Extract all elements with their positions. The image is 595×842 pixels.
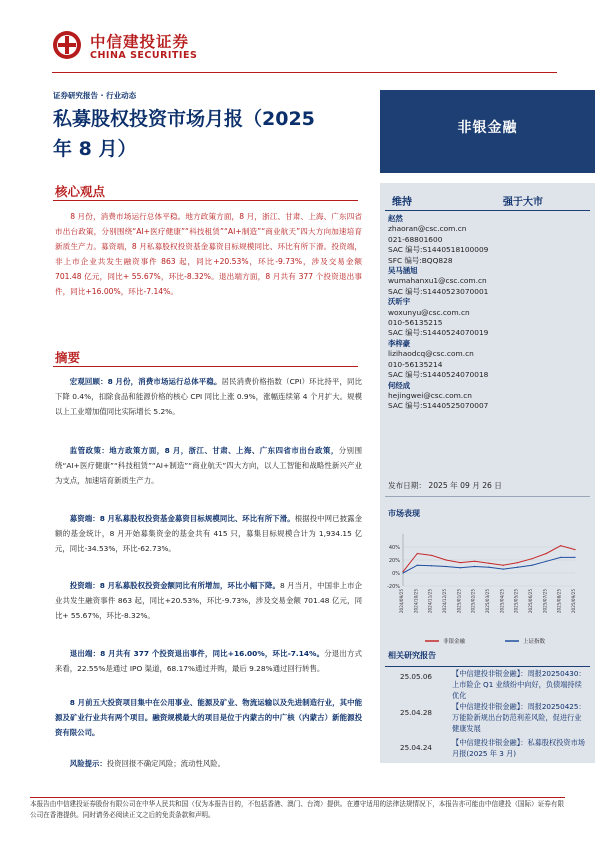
chart-data-point — [517, 562, 518, 563]
summary-investment-text: 8 月当月，中国非上市企业共发生融资事件 863 起，同比+20.53%，环比-9.73%，涉及交易金额 701.48 亿元，同比+ 55.67%，环比-8.32%。 — [55, 581, 363, 620]
chart-x-tick-label: 2025/02/25 — [470, 589, 476, 614]
chart-legend-label: 上证指数 — [523, 639, 546, 645]
summary-policy-paragraph — [55, 443, 362, 488]
summary-policy-text: 分别围绕“AI+医疗健康”“科技租赁”“AI+制造”“商业航天”四大方向，以人工智能和战略性新兴产业为支点，加速培育新质生产力。 — [55, 446, 362, 485]
key-points-body: 8 月份，消费市场运行总体平稳。地方政策方面，8 月，浙江、甘肃、上海、广东四省市出台政策，分别围绕“AI+医疗健康”“科技租赁”“AI+制造”“商业航天”四大方向加速培育新质生产力。募资端，8 月私募股权投资基金募资目标规模同比、环比有所下滑。投资端，非上市企业共发生融资事件 863 起，同比+20.53%，环比-9.73%，涉及交易金额 701.48 亿元，同比+ 55.67%，环比-8.32%。退出端方面，8 月共有 377 个投资退出事件，同比+16.00%，环比-7.14%。 — [55, 212, 362, 296]
summary-exit-text: 分退出方式来看，22.55%是通过 IPO 渠道，68.17%通过并购，最后 9.28%通过回行转售。 — [55, 649, 362, 673]
related-report-link[interactable]: 【中信建投非银金融】：私募股权投资市场月报(2025 年 3 月) — [452, 738, 585, 758]
chart-x-tick-label: 2024/12/25 — [442, 589, 447, 614]
analyst-contact: 021-68801600 — [388, 234, 443, 244]
chart-x-tick-label: 2025/06/25 — [528, 589, 533, 614]
summary-macro-lead: 宏观回顾：8 月份，消费市场运行总体平稳。 — [69, 377, 222, 386]
chart-data-point — [560, 545, 561, 546]
chart-data-point — [474, 566, 475, 567]
analyst-name: 赵然 — [388, 214, 403, 223]
sector-banner — [380, 90, 595, 173]
summary-top5-lead: 8 月前五大投资项目集中在公用事业、能源及矿业、物流运输以及先进制造行业，其中能源及矿业行业共有两个项目。融资规模最大的项目是位于内蒙古的中广核（内蒙古）新能源投资有限公司。 — [55, 698, 362, 737]
chart-data-point — [417, 565, 418, 566]
analyst-contact: SAC 编号:S1440523070001 — [388, 286, 489, 296]
analyst-contact: 010-56135215 — [388, 318, 443, 328]
summary-heading: 摘要 — [55, 350, 81, 365]
rating-value: 强于大市 — [503, 197, 543, 208]
analyst-email[interactable]: lizihaodcq@csc.com.cn — [388, 349, 474, 359]
citic-logo-icon — [52, 30, 82, 60]
report-type: 证券研究报告 · 行业动态 — [53, 91, 137, 100]
market-performance-chart — [375, 526, 595, 651]
chart-data-point — [445, 566, 446, 567]
key-points-heading: 核心观点 — [55, 184, 106, 199]
related-report-link[interactable]: 【中信建投非银金融】：周报20250425：万能险新规出台防范利差风险，促进行业健康发展 — [452, 702, 586, 733]
summary-risk-text: 投资回报不确定风险；流动性风险。 — [106, 759, 226, 768]
chart-x-tick-label: 2025/04/25 — [499, 589, 505, 614]
summary-top5-paragraph — [55, 695, 362, 740]
summary-divider — [53, 366, 358, 367]
chart-data-point — [546, 561, 547, 562]
analyst-email[interactable]: zhaoran@csc.com.cn — [388, 224, 467, 234]
chart-data-point — [460, 562, 461, 563]
summary-exit-lead: 退出端：8 月共有 377 个投资退出事件，同比+16.00%，环比-7.14%。 — [69, 649, 325, 658]
analyst-email[interactable]: woxunyu@csc.com.cn — [388, 307, 470, 317]
analyst-list — [388, 214, 588, 412]
related-reports-divider — [385, 666, 590, 667]
chart-data-point — [488, 567, 489, 568]
chart-y-tick-label: 20% — [388, 558, 400, 564]
publish-date-divider — [385, 496, 590, 497]
key-points-divider — [53, 200, 358, 201]
analyst-name: 沃昕宇 — [388, 297, 411, 307]
report-title-line-2: 年 8 月） — [53, 138, 137, 160]
analyst-contact: SFC 编号:BQQ828 — [388, 255, 453, 265]
summary-policy-lead: 监管政策：地方政策方面，8 月，浙江、甘肃、上海、广东四省市出台政策， — [69, 446, 339, 455]
chart-legend-label: 非银金融 — [443, 639, 466, 645]
chart-data-point — [402, 571, 403, 572]
header-divider — [52, 72, 557, 73]
chart-data-point — [517, 567, 518, 568]
chart-data-point — [445, 559, 446, 560]
chart-data-point — [431, 565, 432, 566]
chart-y-tick-label: 0% — [392, 571, 400, 577]
chart-x-tick-label: 2024/09/25 — [399, 589, 404, 614]
analyst-name: 吴马涵旭 — [388, 266, 418, 276]
related-reports-heading: 相关研究报告 — [388, 651, 436, 660]
analyst-name: 何经成 — [388, 380, 411, 390]
chart-data-point — [474, 561, 475, 562]
chart-y-tick-label: 40% — [388, 545, 400, 551]
report-title-line-1: 私募股权投资市场月报（2025 — [53, 108, 315, 130]
chart-y-tick-label: -20% — [387, 584, 400, 590]
analyst-email[interactable]: hejingwei@csc.com.cn — [388, 390, 472, 400]
rating-action: 维持 — [392, 197, 412, 208]
related-report-link[interactable]: 【中信建投非银金融】：周报20250430：上市险企 Q1 业绩纷中向好，负债端持续优化 — [452, 669, 586, 700]
analyst-email[interactable]: wumahanxu1@csc.com.cn — [388, 276, 487, 286]
summary-macro-paragraph — [55, 374, 362, 419]
chart-x-tick-label: 2025/03/25 — [485, 589, 490, 614]
summary-risk-paragraph — [55, 756, 362, 771]
summary-exit-paragraph — [55, 646, 362, 676]
related-report-date: 25.04.24 — [400, 743, 433, 752]
chart-data-point — [431, 555, 432, 556]
related-report-date: 25.04.28 — [400, 708, 433, 717]
chart-x-tick-label: 2025/08/25 — [556, 589, 562, 614]
chart-data-point — [488, 563, 489, 564]
chart-x-tick-label: 2024/11/25 — [427, 589, 433, 614]
chart-data-point — [460, 567, 461, 568]
summary-fundraising-lead: 募资端：8 月私募股权投资基金募资目标规模同比、环比有所下滑。 — [69, 514, 295, 523]
related-report-date: 25.05.06 — [400, 672, 433, 681]
rating-divider — [385, 210, 590, 211]
summary-investment-lead: 投资端：8 月私募股权投资金额同比有所增加，环比小幅下降。 — [69, 581, 280, 590]
chart-data-point — [503, 569, 504, 570]
analyst-contact: SAC 编号:S1440524070019 — [388, 328, 489, 338]
analyst-contact: 010-56135214 — [388, 359, 443, 369]
chart-x-tick-label: 2024/10/25 — [413, 589, 419, 614]
chart-data-point — [531, 565, 532, 566]
summary-fundraising-text: 根据投中网已披露金额的基金统计，8 月开始募集资金的基金共有 415 只，募集目标规模合计为 1,934.15 亿元，同比-34.53%，环比-62.73%。 — [55, 514, 362, 553]
summary-investment-paragraph — [55, 578, 362, 623]
chart-data-point — [531, 558, 532, 559]
chart-x-tick-label: 2025/07/25 — [542, 589, 548, 614]
chart-data-point — [560, 557, 561, 558]
chart-data-point — [574, 549, 575, 550]
footer-divider — [30, 797, 565, 798]
chart-x-tick-label: 2025/05/25 — [513, 589, 519, 614]
chart-data-point — [417, 553, 418, 554]
chart-series-line — [403, 557, 575, 573]
publish-date: 发布日期： 2025 年 09 月 26 日 — [388, 481, 502, 490]
analyst-contact: SAC 编号:S1440524070018 — [388, 370, 489, 380]
chart-x-tick-label: 2025/09/25 — [571, 589, 576, 614]
chart-data-point — [546, 553, 547, 554]
chart-data-point — [402, 572, 403, 573]
brand-name-cn: 中信建投证券 — [90, 33, 190, 51]
disclaimer: 本报告由中信建投证券股份有限公司在中华人民共和国（仅为本报告目的，不包括香港、澳门、台湾）提供。在遵守适用的法律法规情况下，本报告亦可能由中信建投（国际）证券有限公司在香港提供。同时请务必阅读正文之后的免责条款和声明。 — [30, 800, 565, 819]
summary-fundraising-paragraph — [55, 511, 362, 556]
analyst-contact: SAC 编号:S1440525070007 — [388, 401, 489, 411]
market-performance-heading: 市场表现 — [388, 509, 420, 518]
analyst-name: 李梓豪 — [388, 338, 411, 348]
chart-data-point — [574, 557, 575, 558]
report-title — [53, 104, 368, 164]
summary-macro-text: 居民消费价格指数（CPI）环比持平，同比下降 0.4%，扣除食品和能源价格的核心 CPI 同比上涨 0.9%，涨幅连续第 4 个月扩大。规模以上工业增加值同比实际增长 5.2%。 — [55, 377, 362, 416]
chart-x-tick-label: 2025/01/25 — [456, 589, 462, 614]
analyst-contact: SAC 编号:S1440518100009 — [388, 245, 489, 255]
sector-label: 非银金融 — [457, 120, 518, 136]
summary-risk-lead: 风险提示： — [69, 759, 107, 768]
brand-name-en: CHINA SECURITIES — [90, 50, 198, 61]
chart-data-point — [503, 565, 504, 566]
chart-series-line — [403, 546, 575, 572]
